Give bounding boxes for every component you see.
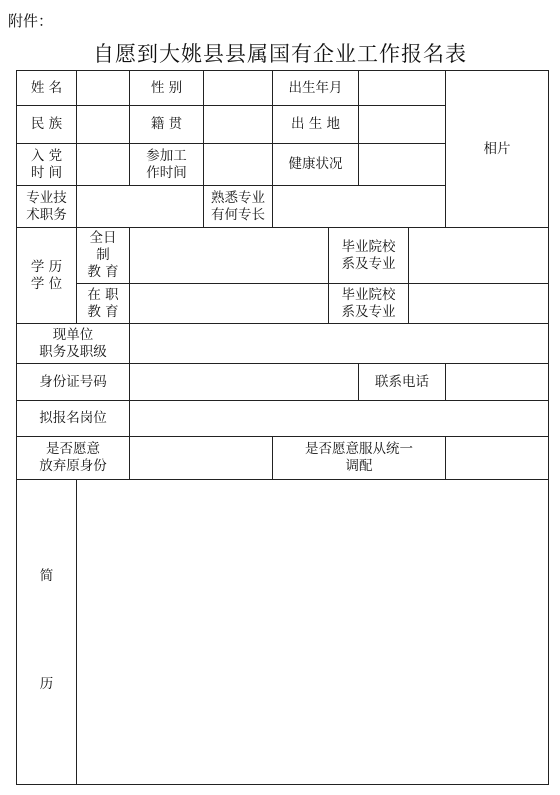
party-time-label: 入 党 时 间 bbox=[17, 144, 77, 186]
work-time-value[interactable] bbox=[204, 144, 273, 186]
name-value[interactable] bbox=[77, 71, 130, 106]
native-place-value[interactable] bbox=[204, 106, 273, 144]
abandon-identity-label: 是否愿意 放弃原身份 bbox=[17, 437, 130, 480]
tech-title-label: 专业技 术职务 bbox=[17, 186, 77, 228]
ethnicity-value[interactable] bbox=[77, 106, 130, 144]
current-unit-value[interactable] bbox=[130, 324, 549, 364]
name-label: 姓 名 bbox=[17, 71, 77, 106]
health-value[interactable] bbox=[359, 144, 446, 186]
graduate-school-value[interactable] bbox=[409, 228, 549, 284]
graduate-school-2-label: 毕业院校 系及专业 bbox=[329, 284, 409, 324]
id-number-label: 身份证号码 bbox=[17, 364, 130, 401]
resume-label: 简 历 bbox=[17, 480, 77, 785]
position-value[interactable] bbox=[130, 401, 549, 437]
abandon-identity-value[interactable] bbox=[130, 437, 273, 480]
work-time-label: 参加工 作时间 bbox=[130, 144, 204, 186]
id-number-value[interactable] bbox=[130, 364, 359, 401]
ethnicity-label: 民 族 bbox=[17, 106, 77, 144]
phone-value[interactable] bbox=[446, 364, 549, 401]
party-time-value[interactable] bbox=[77, 144, 130, 186]
fulltime-education-label: 全日 制 教 育 bbox=[77, 228, 130, 284]
attachment-label: 附件： bbox=[8, 12, 54, 30]
birthplace-label: 出 生 地 bbox=[273, 106, 359, 144]
gender-label: 性 别 bbox=[130, 71, 204, 106]
photo-box: 相片 bbox=[446, 71, 549, 228]
resume-value[interactable] bbox=[77, 480, 549, 785]
fulltime-education-value[interactable] bbox=[130, 228, 329, 284]
health-label: 健康状况 bbox=[273, 144, 359, 186]
position-label: 拟报名岗位 bbox=[17, 401, 130, 437]
education-label: 学 历 学 位 bbox=[17, 228, 77, 324]
inservice-education-label: 在 职 教 育 bbox=[77, 284, 130, 324]
gender-value[interactable] bbox=[204, 71, 273, 106]
native-place-label: 籍 贯 bbox=[130, 106, 204, 144]
birthplace-value[interactable] bbox=[359, 106, 446, 144]
birth-value[interactable] bbox=[359, 71, 446, 106]
phone-label: 联系电话 bbox=[359, 364, 446, 401]
skill-value[interactable] bbox=[273, 186, 446, 228]
birth-label: 出生年月 bbox=[273, 71, 359, 106]
inservice-education-value[interactable] bbox=[130, 284, 329, 324]
graduate-school-2-value[interactable] bbox=[409, 284, 549, 324]
graduate-school-label: 毕业院校 系及专业 bbox=[329, 228, 409, 284]
form-title: 自愿到大姚县县属国有企业工作报名表 bbox=[93, 42, 467, 66]
tech-title-value[interactable] bbox=[77, 186, 204, 228]
obey-assignment-label: 是否愿意服从统一 调配 bbox=[273, 437, 446, 480]
skill-label: 熟悉专业 有何专长 bbox=[204, 186, 273, 228]
obey-assignment-value[interactable] bbox=[446, 437, 549, 480]
current-unit-label: 现单位 职务及职级 bbox=[17, 324, 130, 364]
registration-form-table bbox=[16, 70, 549, 785]
